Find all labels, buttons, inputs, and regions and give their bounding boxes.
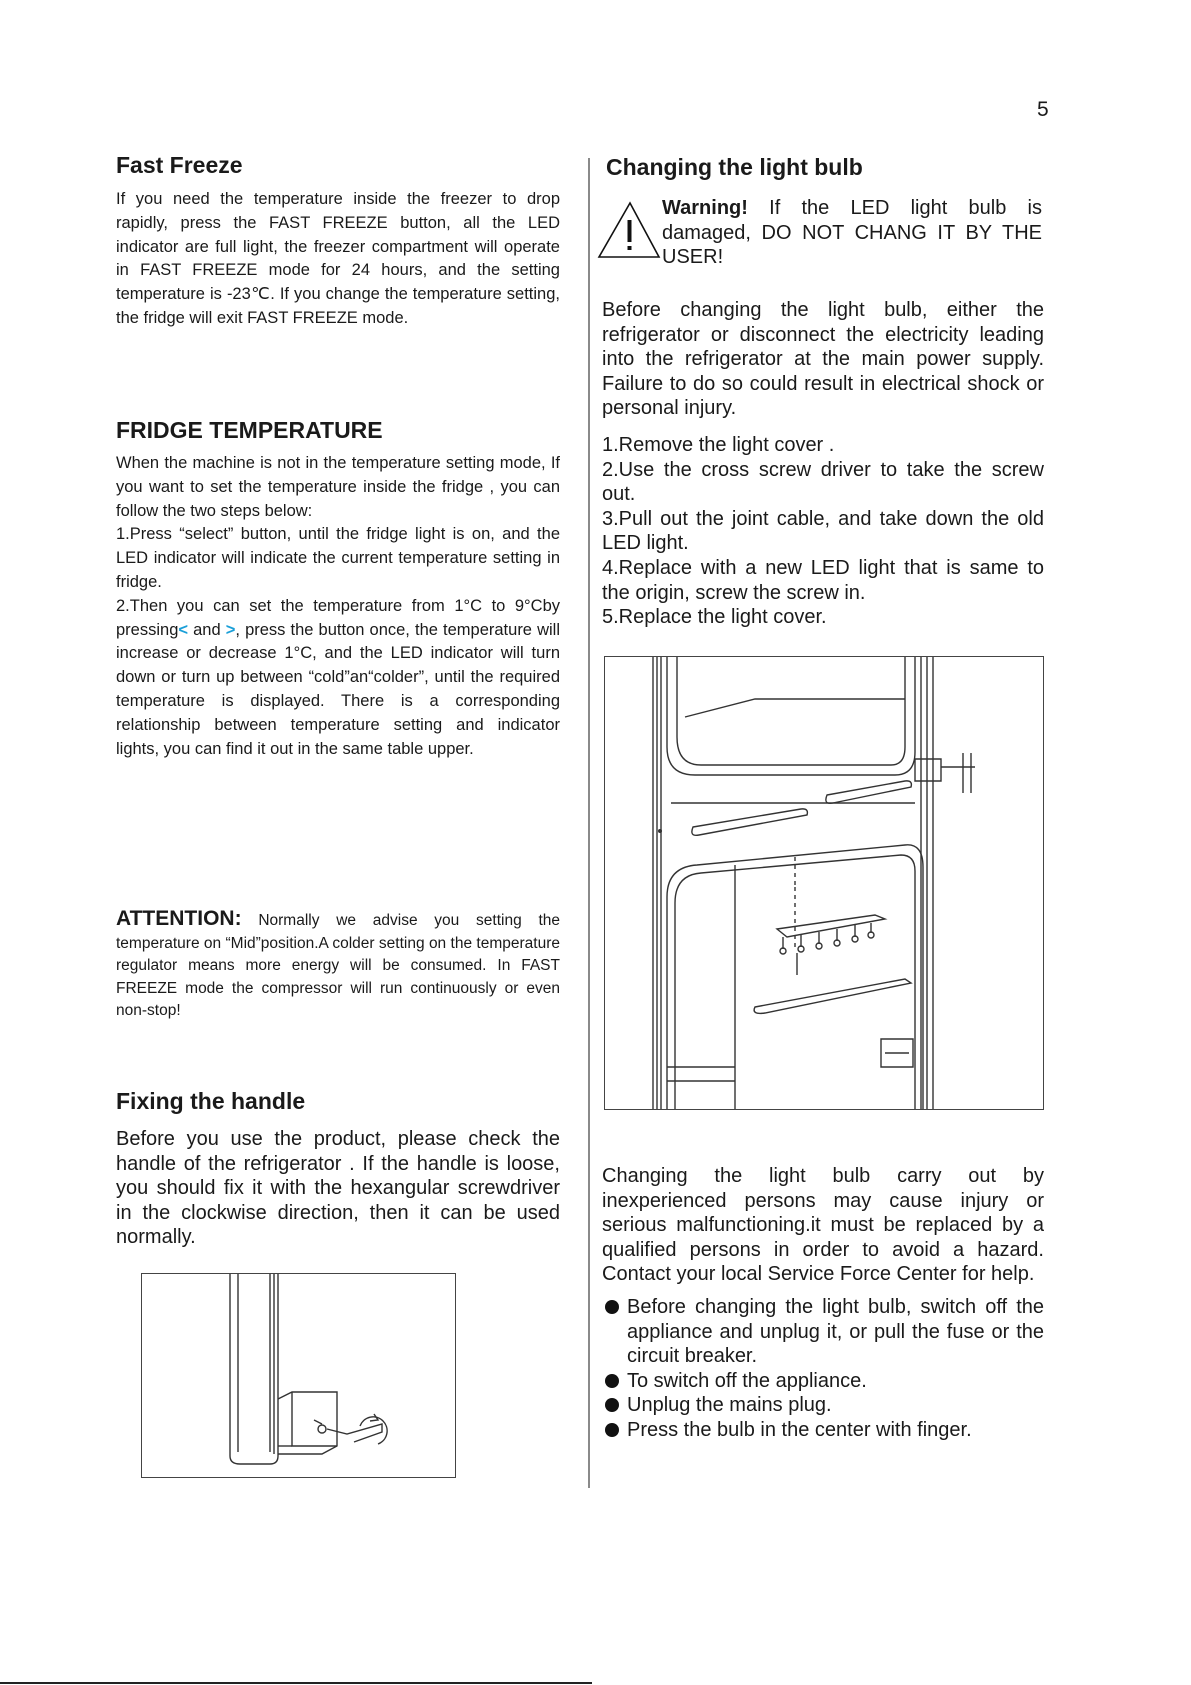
- step2-and: and: [188, 620, 226, 639]
- fast-freeze-section: [116, 152, 560, 331]
- safety-bullet-list: [602, 1295, 1044, 1443]
- bullet-dot-icon: [605, 1374, 619, 1388]
- warning-triangle-icon: [596, 200, 662, 260]
- fast-freeze-title: Fast Freeze: [116, 152, 243, 178]
- handle-figure: [141, 1273, 456, 1478]
- light-bulb-section: [606, 154, 1048, 181]
- light-bulb-before: Before changing the light bulb, either the refrigerator or disconnect the electricity leading into the refrigerator at the main power supply. Failure to do so could result in electrical shock or personal injury.: [602, 299, 1044, 420]
- fixing-handle-section: [116, 1088, 560, 1250]
- list-item: [602, 1393, 1044, 1418]
- attention-text: Normally we advise you setting the temperature on “Mid”position.A colder setting on the temperature regulator means more energy will be consumed. In FAST FREEZE mode the compressor will run continuously or even non-stop!: [116, 912, 560, 1019]
- light-bulb-step-4: 4.Replace with a new LED light that is same to the origin, screw the screw in.: [602, 556, 1044, 604]
- list-item: [602, 1295, 1044, 1369]
- step2-text-b: , press the button once, the temperature will increase or decrease 1°C, and the LED indicator will turn down or turn up between “cold”an“colder”, until the required temperature is displayed. There is a corresponding relationship between temperature setting and indicator lights, you can find it out in the same table upper.: [116, 620, 560, 758]
- warning-label: Warning!: [662, 197, 748, 219]
- step2-text-a: 2.Then you can set the temperature from 1°C to 9°Cby pressing: [116, 596, 560, 639]
- bullet-text: Press the bulb in the center with finger.: [627, 1418, 972, 1441]
- light-bulb-step-5: 5.Replace the light cover.: [602, 606, 827, 629]
- fridge-light-figure: [604, 656, 1044, 1110]
- arrow-right-icon: >: [225, 620, 236, 639]
- bullet-dot-icon: [605, 1423, 619, 1437]
- light-bulb-step-1: 1.Remove the light cover .: [602, 433, 835, 456]
- light-bulb-caution: Changing the light bulb carry out by inexperienced persons may cause injury or serious malfunctioning.it must be replaced by a qualified persons in order to avoid a hazard. Contact your local Service Force Center for help.: [602, 1165, 1044, 1286]
- light-bulb-step-3: 3.Pull out the joint cable, and take down the old LED light.: [602, 507, 1044, 555]
- page-number: 5: [1037, 98, 1049, 121]
- light-bulb-caution-section: [602, 1164, 1044, 1443]
- list-item: [602, 1369, 1044, 1394]
- light-bulb-instructions: [602, 298, 1044, 630]
- bullet-dot-icon: [605, 1398, 619, 1412]
- light-bulb-title: Changing the light bulb: [606, 154, 863, 180]
- fridge-light-illustration: [605, 657, 1043, 1109]
- bullet-text: Before changing the light bulb, switch off the appliance and unplug it, or pull the fuse or the circuit breaker.: [627, 1295, 1044, 1368]
- arrow-left-icon: <: [178, 620, 189, 639]
- fridge-temperature-section: [116, 417, 560, 761]
- fridge-temperature-step2: [116, 595, 560, 762]
- warning-block: [596, 196, 1044, 269]
- fridge-temperature-step1: 1.Press “select” button, until the fridge light is on, and the LED indicator will indicate the current temperature setting in fridge.: [116, 525, 560, 591]
- bullet-text: To switch off the appliance.: [627, 1369, 867, 1392]
- attention-section: [116, 908, 560, 1023]
- attention-paragraph: [116, 908, 560, 1023]
- attention-label: ATTENTION:: [116, 907, 242, 930]
- bullet-dot-icon: [605, 1300, 619, 1314]
- list-item: [602, 1418, 1044, 1443]
- bottom-rule: [0, 1682, 592, 1684]
- warning-message: If the LED light bulb is damaged, DO NOT CHANG IT BY THE USER!: [662, 197, 1042, 269]
- column-divider: [588, 158, 590, 1488]
- fixing-handle-title: Fixing the handle: [116, 1088, 306, 1114]
- fridge-temperature-intro: When the machine is not in the temperature setting mode, If you want to set the temperature inside the fridge , you can follow the two steps below:: [116, 454, 560, 520]
- fridge-temperature-title: FRIDGE TEMPERATURE: [116, 417, 383, 443]
- fast-freeze-body: If you need the temperature inside the freezer to drop rapidly, press the FAST FREEZE button, all the LED indicator are full light, the freezer compartment will operate in FAST FREEZE mode for 24 hours, and the setting temperature is -23℃. If you change the temperature setting, the fridge will exit FAST FREEZE mode.: [116, 190, 560, 327]
- handle-illustration: [142, 1274, 455, 1477]
- bullet-text: Unplug the mains plug.: [627, 1394, 832, 1417]
- fixing-handle-body: Before you use the product, please check the handle of the refrigerator . If the handle is loose, you should fix it with the hexangular screwdriver in the clockwise direction, then it can be used normally.: [116, 1128, 560, 1249]
- light-bulb-step-2: 2.Use the cross screw driver to take the screw out.: [602, 458, 1044, 506]
- warning-text: [662, 196, 1042, 270]
